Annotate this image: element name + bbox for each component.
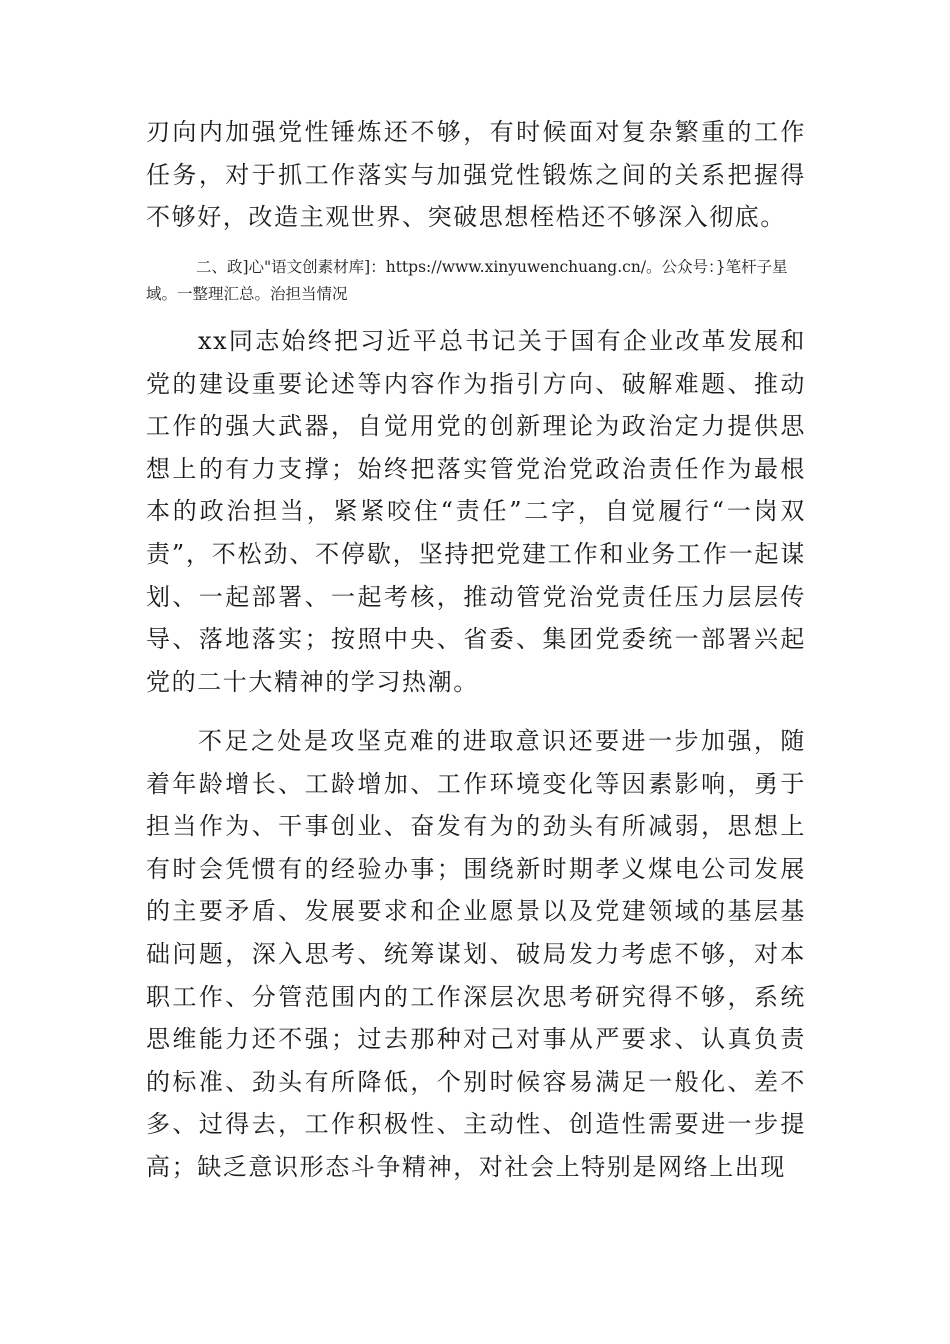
paragraph-1: xx同志始终把习近平总书记关于国有企业改革发展和党的建设重要论述等内容作为指引方向、破解难题、推动工作的强大武器，自觉用党的创新理论为政治定力提供思想上的有力支撑；始终把落实管党治党政治责任作为最根本的政治担当，紧紧咬住“责任”二字，自觉履行“一岗双责”，不松劲、不停歇，坚持把党建工作和业务工作一起谋划、一起部署、一起考核，推动管党治党责任压力层层传导、落地落实；按照中央、省委、集团党委统一部署兴起党的二十大精神的学习热潮。 — [146, 327, 806, 696]
section-heading: 二、政]心"语文创素材库]：https://www.xinyuwenchuang.cn/。公众号：}笔杆子星域。一整理汇总。治担当情况 — [146, 258, 788, 303]
paragraph-2: 不足之处是攻坚克难的进取意识还要进一步加强，随着年龄增长、工龄增加、工作环境变化等因素影响，勇于担当作为、干事创业、奋发有为的劲头有所减弱，思想上有时会凭惯有的经验办事；围绕新时期孝义煤电公司发展的主要矛盾、发展要求和企业愿景以及党建领域的基层基础问题，深入思考、统筹谋划、破局发力考虑不够，对本职工作、分管范围内的工作深层次思考研究得不够，系统思维能力还不强；过去那种对己对事从严要求、认真负责的标准、劲头有所降低，个别时候容易满足一般化、差不多、过得去，工作积极性、主动性、创造性需要进一步提高；缺乏意识形态斗争精神，对社会上特别是网络上出现 — [146, 727, 806, 1181]
paragraph-continuation: 刃向内加强党性锤炼还不够，有时候面对复杂繁重的工作任务，对于抓工作落实与加强党性锻炼之间的关系把握得不够好，改造主观世界、突破思想桎梏还不够深入彻底。 — [146, 118, 806, 232]
